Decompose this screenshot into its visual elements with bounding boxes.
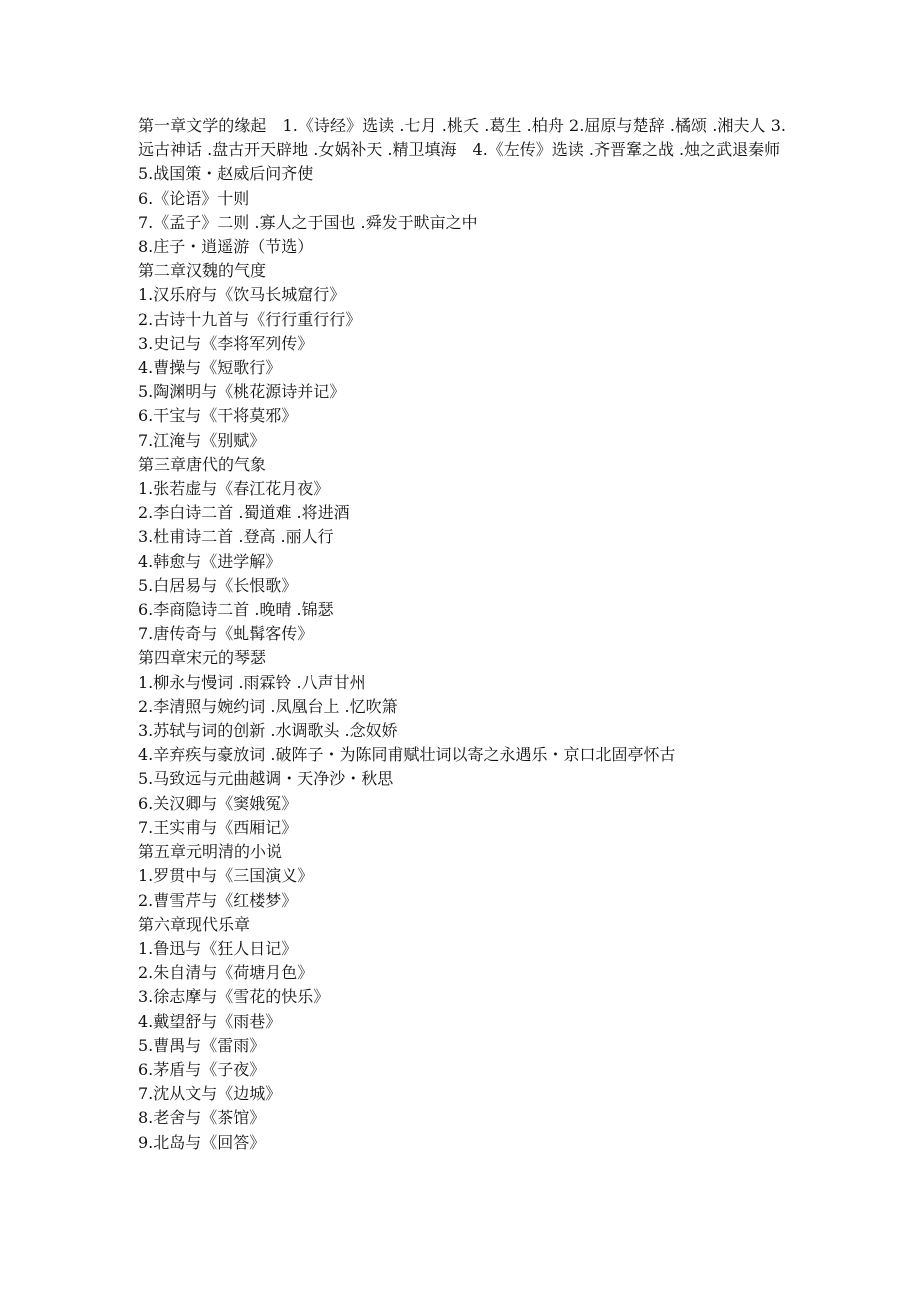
toc-item: 3.史记与《李将军列传》 (138, 333, 314, 353)
toc-item: 4.曹操与《短歌行》 (138, 358, 282, 378)
chapter-heading: 第六章现代乐章 (138, 914, 251, 934)
toc-item: 3.杜甫诗二首 .登高 .丽人行 (138, 527, 334, 547)
toc-item: 1.张若虚与《春江花月夜》 (138, 479, 330, 499)
chapter-heading: 第三章唐代的气象 (138, 454, 267, 474)
toc-item: 5.马致远与元曲越调・天净沙・秋思 (138, 769, 394, 789)
toc-item: 1.鲁迅与《狂人日记》 (138, 938, 298, 958)
toc-item: 8.老舍与《茶馆》 (138, 1108, 266, 1128)
toc-item: 1.柳永与慢词 .雨霖铃 .八声甘州 (138, 672, 366, 692)
toc-item: 2.李清照与婉约词 .凤凰台上 .忆吹箫 (138, 696, 398, 716)
toc-item: 1.汉乐府与《饮马长城窟行》 (138, 285, 346, 305)
chapter-heading: 第二章汉魏的气度 (138, 261, 267, 281)
toc-item: 6.《论语》十则 (138, 188, 250, 208)
toc-item: 3.苏轼与词的创新 .水调歌头 .念奴娇 (138, 721, 398, 741)
toc-item: 2.曹雪芹与《红楼梦》 (138, 890, 298, 910)
chapter-heading: 第五章元明清的小说 (138, 842, 283, 862)
toc-item: 5.战国策・赵威后问齐使 (138, 164, 314, 184)
toc-item: 6.干宝与《干将莫邪》 (138, 406, 298, 426)
toc-item: 5.曹禺与《雷雨》 (138, 1035, 266, 1055)
toc-item: 8.庄子・逍遥游（节选） (138, 237, 314, 257)
toc-item: 3.徐志摩与《雪花的快乐》 (138, 987, 330, 1007)
toc-item: 2.古诗十九首与《行行重行行》 (138, 309, 362, 329)
toc-item: 7.江淹与《别赋》 (138, 430, 266, 450)
toc-item: 4.辛弃疾与豪放词 .破阵子・为陈同甫赋壮词以寄之永遇乐・京口北固亭怀古 (138, 745, 676, 765)
document-body (138, 114, 786, 1155)
toc-item: 1.罗贯中与《三国演义》 (138, 866, 314, 886)
toc-item: 5.白居易与《长恨歌》 (138, 575, 298, 595)
chapter-heading: 第四章宋元的琴瑟 (138, 648, 267, 668)
toc-item: 9.北岛与《回答》 (138, 1132, 266, 1152)
toc-lines (138, 162, 786, 1154)
toc-item: 5.陶渊明与《桃花源诗并记》 (138, 382, 346, 402)
toc-item: 7.唐传奇与《虬髯客传》 (138, 624, 314, 644)
toc-item: 6.关汉卿与《窦娥冤》 (138, 793, 298, 813)
toc-item: 6.茅盾与《子夜》 (138, 1059, 266, 1079)
toc-item: 2.朱自清与《荷塘月色》 (138, 963, 314, 983)
toc-item: 6.李商隐诗二首 .晚晴 .锦瑟 (138, 600, 334, 620)
toc-item: 2.李白诗二首 .蜀道难 .将进酒 (138, 503, 350, 523)
toc-item: 4.戴望舒与《雨巷》 (138, 1011, 282, 1031)
chapter-one-paragraph: 第一章文学的缘起 1.《诗经》选读 .七月 .桃夭 .葛生 .柏舟 2.屈原与楚辞 .橘颂 .湘夫人 3.远古神话 .盘古开天辟地 .女娲补天 .精卫填海 4.《左传》选读 .齐晋鞌之战 .烛之武退秦师 (138, 116, 786, 160)
toc-item: 7.沈从文与《边城》 (138, 1084, 282, 1104)
toc-item: 7.《孟子》二则 .寡人之于国也 .舜发于畎亩之中 (138, 212, 478, 232)
toc-item: 7.王实甫与《西厢记》 (138, 817, 298, 837)
toc-item: 4.韩愈与《进学解》 (138, 551, 282, 571)
